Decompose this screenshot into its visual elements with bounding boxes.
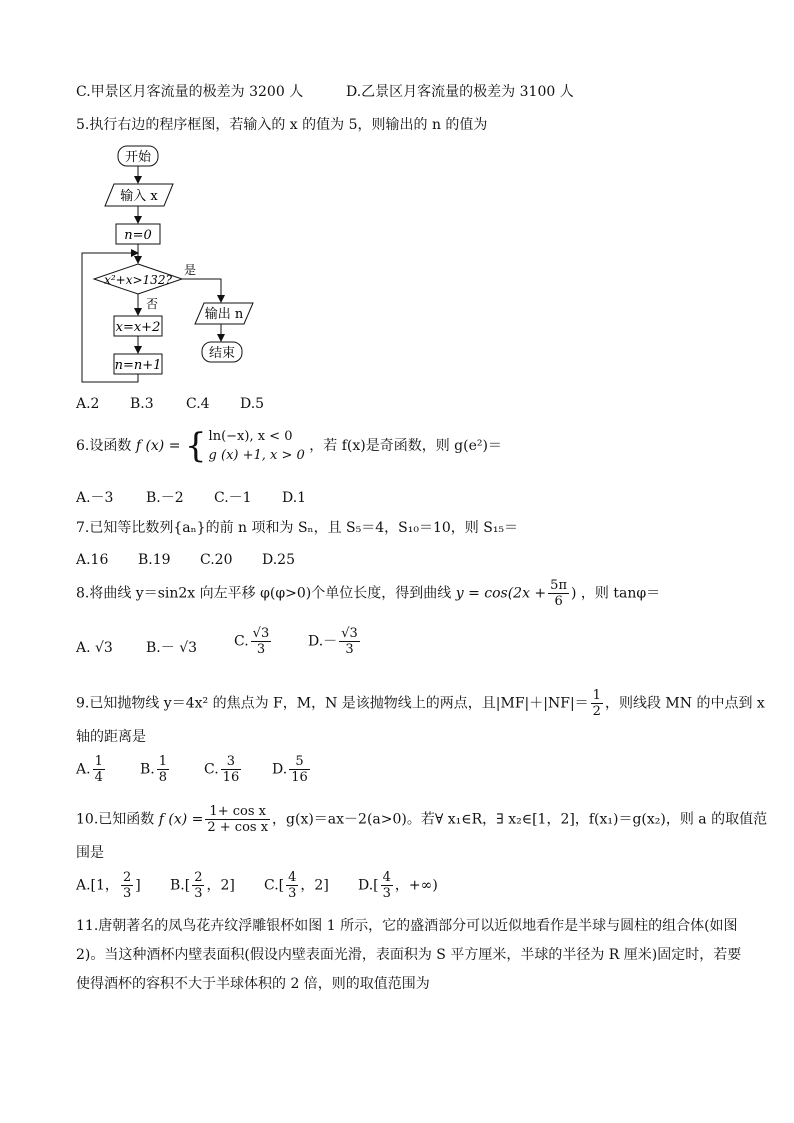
q5-stem: 5.执行右边的程序框图，若输入的 x 的值为 5，则输出的 n 的值为 <box>76 117 488 133</box>
q8-option-c-den: 3 <box>256 642 266 657</box>
q5-option-d: D.5 <box>240 396 265 412</box>
q9-option-b-frac <box>157 754 169 785</box>
q7-stem: 7.已知等比数列{aₙ}的前 n 项和为 Sₙ，且 S₅＝4，S₁₀＝10，则 S₁₅＝ <box>76 520 519 536</box>
q8-option-c-num: √3 <box>252 626 270 641</box>
q6-func: f (x) = <box>135 438 181 454</box>
q9-option-b-den: 8 <box>158 770 168 785</box>
q5-flowchart <box>76 140 276 390</box>
q10-stem-b: ，g(x)＝ax－2(a>0)。若∀ x₁∈R，∃ x₂∈[1，2]，f(x₁)＝g(x₂)，则 a 的取值范 <box>272 811 768 828</box>
q5-option-a: A.2 <box>76 396 100 412</box>
q9-option-a <box>76 754 107 785</box>
q10-option-c-text: C.[ <box>264 877 285 894</box>
q9-option-d-frac <box>289 754 310 785</box>
q9-option-b <box>140 754 171 785</box>
q4-option-d: D.乙景区月客流量的极差为 3100 人 <box>346 84 574 100</box>
q8-stem <box>76 578 660 609</box>
q6-case-2: g (x) +1, x > 0 <box>208 448 305 463</box>
q8-curve-lhs: y = cos(2x + <box>455 585 547 602</box>
q8-option-d-label: D.－ <box>308 633 338 650</box>
q10-func-frac <box>205 804 270 835</box>
q9-stem-line2: 轴的距离是 <box>76 729 146 745</box>
q11-line-2: 2)。当这种酒杯内壁表面积(假设内壁表面光滑，表面积为 S 平方厘米，半球的半径为 R 厘米)固定时，若要 <box>76 947 742 963</box>
q10-prefix: 10.已知函数 <box>76 811 155 828</box>
q10-option-b-den: 3 <box>194 886 203 901</box>
q9-stem-frac <box>591 688 603 719</box>
flow-yes-label: 是 <box>184 263 197 277</box>
q6-option-c: C.－1 <box>214 490 252 506</box>
q8-stem-b: ，则 tanφ＝ <box>580 585 661 602</box>
q9-option-d-num: 5 <box>289 754 310 770</box>
q6-option-d: D.1 <box>282 490 307 506</box>
q10-option-d <box>358 870 438 901</box>
q4-option-c: C.甲景区月客流量的极差为 3200 人 <box>76 84 304 100</box>
q10-func: f (x) = <box>158 811 204 828</box>
q11-line-3: 使得酒杯的容积不大于半球体积的 2 倍，则的取值范围为 <box>76 976 430 992</box>
q9-option-c-frac <box>221 754 242 785</box>
q7-option-d: D.25 <box>262 552 295 568</box>
q9-option-d-label: D. <box>272 761 288 778</box>
q8-option-d-frac <box>339 626 360 657</box>
q7-option-c: C.20 <box>200 552 233 568</box>
q9-option-d <box>272 754 312 785</box>
q10-option-a-den: 3 <box>122 886 132 901</box>
q8-option-d-num: √3 <box>341 626 358 641</box>
q6-brace: { <box>184 426 207 466</box>
q8-curve-num: 5π <box>550 578 567 593</box>
q5-option-b: B.3 <box>130 396 154 412</box>
flow-no-label: 否 <box>146 297 159 311</box>
q8-option-d <box>308 626 362 657</box>
q10-option-b <box>170 870 235 901</box>
q10-option-b-end: ，2] <box>206 877 235 894</box>
flow-output-label: 输出 n <box>204 307 244 322</box>
flow-start-label: 开始 <box>124 150 152 165</box>
q9-frac-num: 1 <box>592 688 601 703</box>
q10-option-a-end: ] <box>135 877 141 894</box>
flow-end-label: 结束 <box>208 346 236 361</box>
q6-stem <box>76 427 502 465</box>
flow-input-label: 输入 x <box>120 189 158 204</box>
q9-option-a-frac <box>93 754 105 785</box>
q6-piecewise <box>209 427 305 465</box>
q8-option-c-frac <box>251 626 272 657</box>
q9-option-a-label: A. <box>76 761 91 778</box>
q9-option-c-den: 16 <box>222 770 240 785</box>
q10-option-c-end: ，2] <box>300 877 329 894</box>
q10-option-d-frac <box>381 870 393 901</box>
flow-update-x-label: x=x+2 <box>115 320 161 335</box>
q10-option-d-den: 3 <box>382 886 391 901</box>
q10-func-num: 1+ cos x <box>205 804 270 820</box>
q10-option-c-frac <box>286 870 298 901</box>
q9-option-c-label: C. <box>204 761 219 778</box>
q9-option-a-den: 4 <box>94 770 103 785</box>
q9-option-b-num: 1 <box>158 754 168 769</box>
q9-option-a-num: 1 <box>94 754 103 769</box>
q7-option-b: B.19 <box>138 552 171 568</box>
q8-option-a: A. √3 <box>76 640 113 656</box>
q10-option-a-text: A.[1， <box>76 877 119 894</box>
q9-option-c <box>204 754 243 785</box>
q7-option-a: A.16 <box>76 552 109 568</box>
q9-option-c-num: 3 <box>221 754 242 770</box>
q6-suffix: ，若 f(x)是奇函数，则 g(e²)＝ <box>309 438 502 454</box>
q6-case-1: ln(−x), x < 0 <box>208 429 293 444</box>
q8-option-b: B.－ √3 <box>146 640 198 656</box>
q6-prefix: 6.设函数 <box>76 438 132 454</box>
q9-frac-den: 2 <box>592 704 601 719</box>
q6-option-b: B.－2 <box>146 490 184 506</box>
q10-option-d-num: 4 <box>382 870 391 885</box>
q10-option-d-end: ，+∞) <box>394 877 438 894</box>
q10-option-c-den: 3 <box>288 886 297 901</box>
q6-option-a: A.－3 <box>76 490 114 506</box>
q8-curve-den: 6 <box>554 594 563 609</box>
q10-option-a-num: 2 <box>122 870 132 885</box>
q8-curve-frac <box>548 578 569 609</box>
q5-option-c: C.4 <box>186 396 210 412</box>
q10-option-a <box>76 870 141 901</box>
q10-option-c-num: 4 <box>288 870 297 885</box>
flow-update-n-label: n=n+1 <box>114 358 162 373</box>
q10-stem-line2: 围是 <box>76 845 104 861</box>
q9-option-d-den: 16 <box>291 770 308 785</box>
q10-option-b-num: 2 <box>194 870 203 885</box>
q9-stem <box>76 688 765 719</box>
flow-init-label: n=0 <box>124 228 152 243</box>
flow-condition-label: x²+x>132? <box>104 273 172 287</box>
q8-option-c-label: C. <box>234 633 249 650</box>
q10-option-b-frac <box>192 870 204 901</box>
q8-stem-a: 8.将曲线 y＝sin2x 向左平移 φ(φ>0)个单位长度，得到曲线 <box>76 585 452 602</box>
q8-option-d-den: 3 <box>345 642 354 657</box>
q10-stem <box>76 804 767 835</box>
q8-curve-rhs: ) <box>571 585 577 602</box>
q10-func-den: 2 + cos x <box>207 820 269 835</box>
q10-option-d-text: D.[ <box>358 877 379 894</box>
q11-line-1: 11.唐朝著名的凤鸟花卉纹浮雕银杯如图 1 所示，它的盛酒部分可以近似地看作是半球与圆柱的组合体(如图 <box>76 918 738 934</box>
q9-stem-b: ，则线段 MN 的中点到 x <box>604 695 765 712</box>
q8-option-c <box>234 626 273 657</box>
q10-option-b-text: B.[ <box>170 877 191 894</box>
q10-option-c <box>264 870 329 901</box>
q9-stem-a: 9.已知抛物线 y＝4x² 的焦点为 F，M，N 是该抛物线上的两点，且|MF|＋|NF|＝ <box>76 695 589 712</box>
q9-option-b-label: B. <box>140 761 155 778</box>
q10-option-a-frac <box>121 870 133 901</box>
